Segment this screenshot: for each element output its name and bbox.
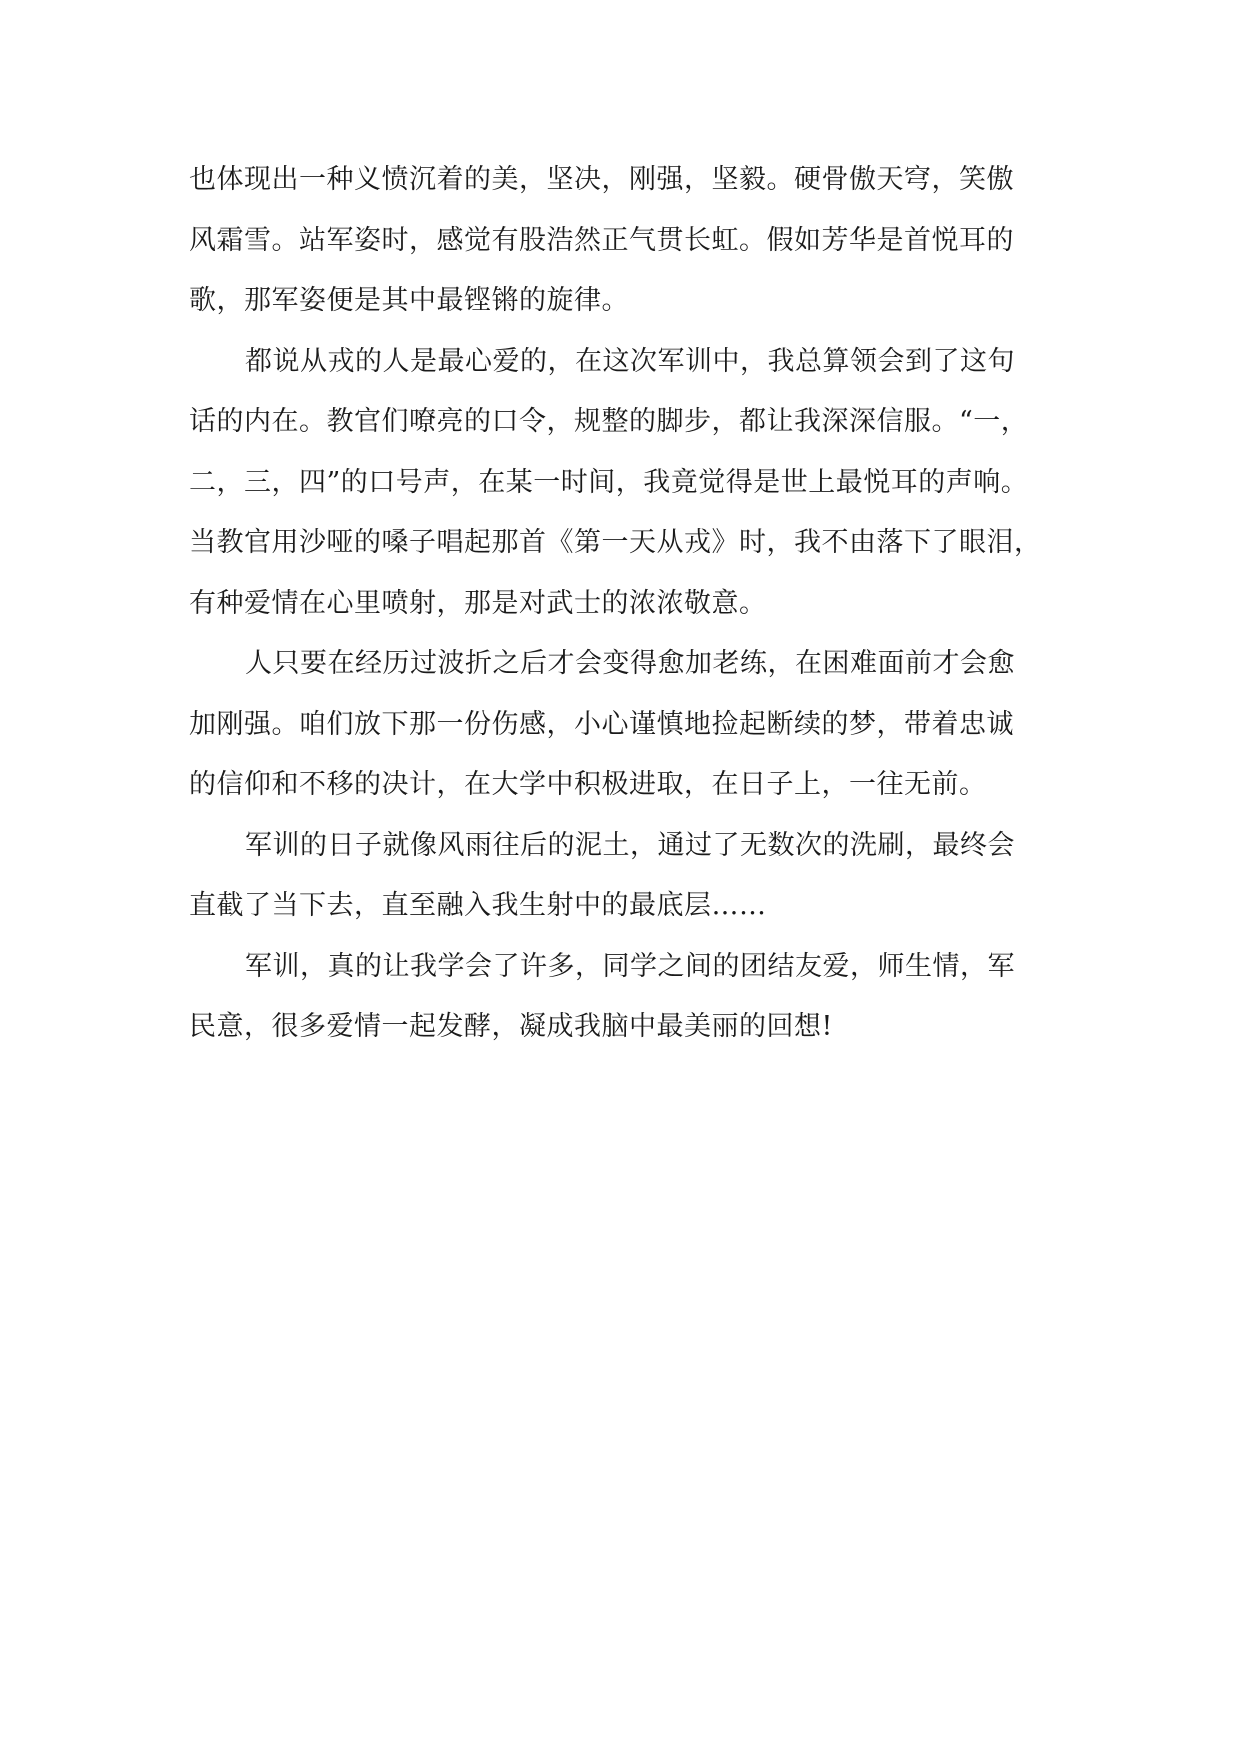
document-body bbox=[189, 150, 1055, 1058]
text-line: 话的内在。教官们嘹亮的口令，规整的脚步，都让我深深信服。“一， bbox=[189, 406, 1029, 437]
text-line: 有种爱情在心里喷射，那是对武士的浓浓敬意。 bbox=[189, 587, 767, 619]
text-line: 直截了当下去，直至融入我生射中的最底层…… bbox=[189, 890, 767, 921]
text-line: 二，三，四”的口号声，在某一时间，我竟觉得是世上最悦耳的声响。 bbox=[189, 466, 1029, 498]
text-line: 军训的日子就像风雨往后的泥土，通过了无数次的洗刷，最终会 bbox=[245, 829, 1015, 861]
text-line: 风霜雪。站军姿时，感觉有股浩然正气贯长虹。假如芳华是首悦耳的 bbox=[189, 224, 1014, 256]
paragraph-4 bbox=[189, 816, 1055, 937]
text-line: 当教官用沙哑的嗓子唱起那首《第一天从戎》时，我不由落下了眼泪， bbox=[189, 527, 1042, 558]
text-line: 军训，真的让我学会了许多，同学之间的团结友爱，师生情，军 bbox=[245, 950, 1015, 982]
paragraph-2 bbox=[189, 332, 1055, 635]
text-line: 的信仰和不移的决计，在大学中积极进取，在日子上，一往无前。 bbox=[189, 769, 987, 800]
text-line: 加刚强。咱们放下那一份伤感，小心谨慎地捡起断续的梦，带着忠诚 bbox=[189, 708, 1014, 740]
paragraph-1 bbox=[189, 150, 1055, 332]
text-line: 民意，很多爱情一起发酵，凝成我脑中最美丽的回想! bbox=[189, 1011, 833, 1042]
text-line: 都说从戎的人是最心爱的，在这次军训中，我总算领会到了这句 bbox=[245, 345, 1015, 377]
paragraph-3 bbox=[189, 634, 1055, 816]
text-line: 人只要在经历过波折之后才会变得愈加老练，在困难面前才会愈 bbox=[245, 648, 1015, 679]
text-line: 歌，那军姿便是其中最铿锵的旋律。 bbox=[189, 285, 629, 316]
text-line: 也体现出一种义愤沉着的美，坚决，刚强，坚毅。硬骨傲天穹，笑傲 bbox=[189, 164, 1014, 195]
paragraph-5 bbox=[189, 937, 1055, 1058]
